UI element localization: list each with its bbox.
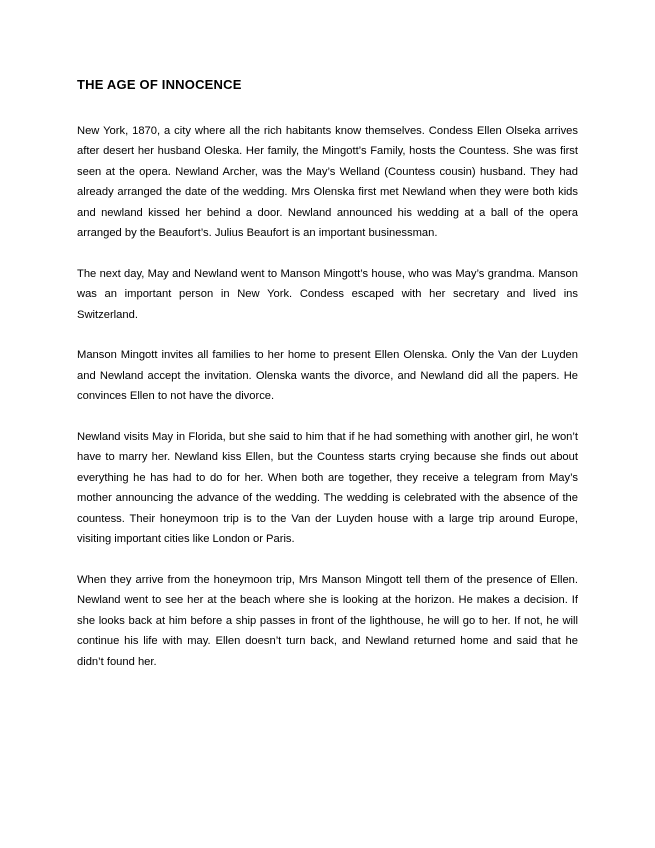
paragraph-2: The next day, May and Newland went to Manson Mingott’s house, who was May’s grandma. Manson was an important person in New York. Condess escaped with her secretary and lived ins Switzerland. xyxy=(77,267,578,321)
document-title: THE AGE OF INNOCENCE xyxy=(77,77,242,92)
document-body xyxy=(77,76,578,692)
paragraph-1: New York, 1870, a city where all the rich habitants know themselves. Condess Ellen Olseka arrives after desert her husband Oleska. Her family, the Mingott’s Family, hosts the Countess. She was first seen at the opera. Newland Archer, was the May’s Welland (Countess cousin) husband. They had already arranged the date of the wedding. Mrs Olenska first met Newland when they were both kids and newland kissed her behind a door. Newland announced his wedding at a ball of the opera arranged by the Beaufort’s. Julius Beaufort is an important businessman. xyxy=(77,125,578,240)
paragraph-4: Newland visits May in Florida, but she said to him that if he had something with another girl, he won’t have to marry her. Newland kiss Ellen, but the Countess starts crying because she finds out about everything he has had to do for her. When both are together, they receive a telegram from May’s mother announcing the advance of the wedding. The wedding is celebrated with the absence of the countess. Their honeymoon trip is to the Van der Luyden house with a large trip around Europe, visiting important cities like London or Paris. xyxy=(77,431,578,546)
paragraph-5: When they arrive from the honeymoon trip, Mrs Manson Mingott tell them of the presence of Ellen. Newland went to see her at the beach where she is looking at the horizon. He makes a decision. If she looks back at him before a ship passes in front of the lighthouse, he will go to her. If not, he will continue his life with may. Ellen doesn’t turn back, and Newland returned home and said that he didn’t found her. xyxy=(77,573,578,668)
paragraph-3: Manson Mingott invites all families to her home to present Ellen Olenska. Only the Van der Luyden and Newland accept the invitation. Olenska wants the divorce, and Newland did all the papers. He convinces Ellen to not have the divorce. xyxy=(77,349,578,403)
